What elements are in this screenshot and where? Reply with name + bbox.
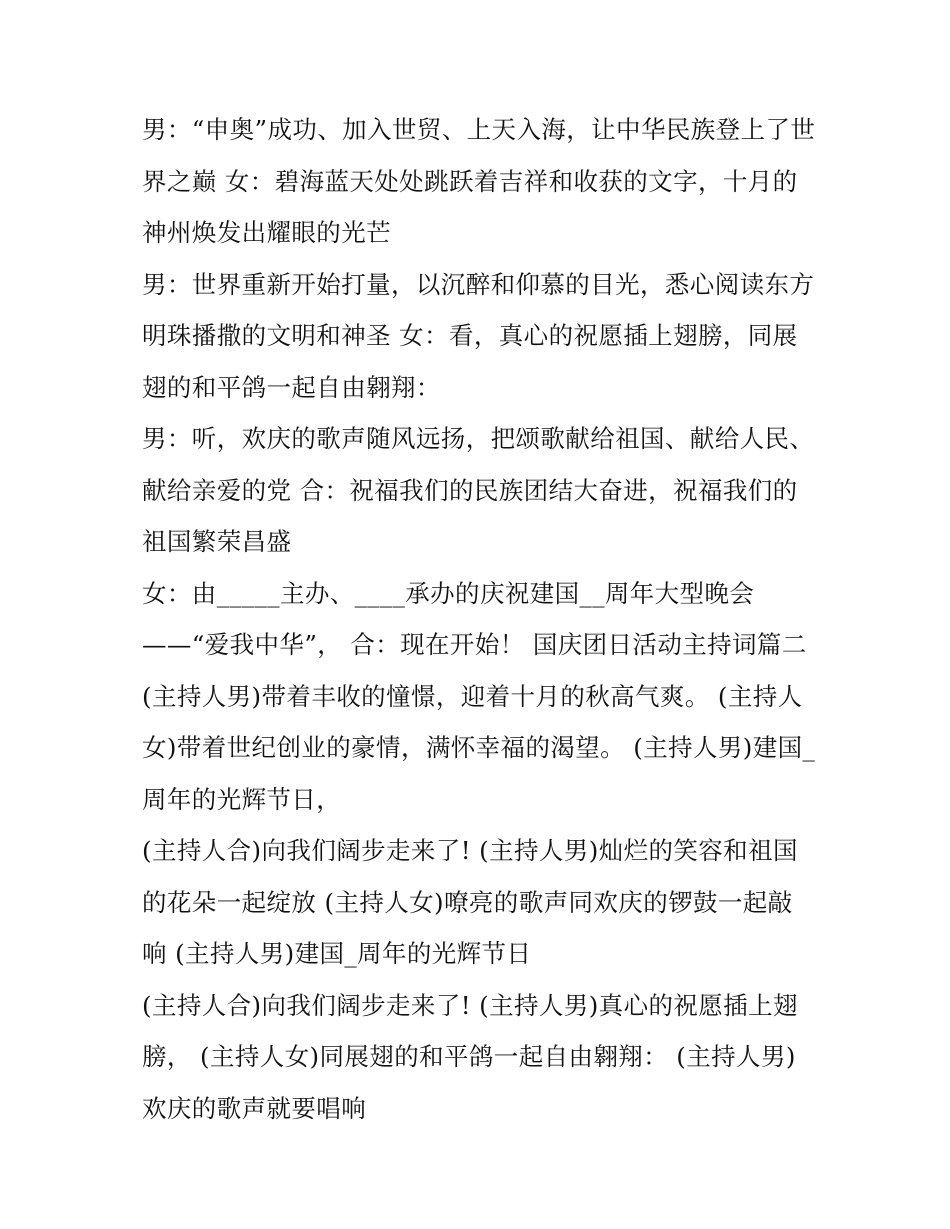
text-line: (主持人合)向我们阔步走来了! (主持人男)真心的祝愿插上翅 <box>142 990 798 1020</box>
text-line: 男：世界重新开始打量，以沉醉和仰慕的目光，悉心阅读东方 <box>142 269 815 299</box>
text-line: 男：听，欢庆的歌声随风远扬，把颂歌献给祖国、献给人民、 <box>142 424 815 453</box>
text-line: 翅的和平鸽一起自由翱翔： <box>142 372 441 402</box>
text-line: 响 (主持人男)建国_周年的光辉节日 <box>142 939 532 968</box>
text-line: 女)带着世纪创业的豪情，满怀幸福的渴望。 (主持人男)建国_ <box>142 733 816 762</box>
text-line: 的花朵一起绽放 (主持人女)嘹亮的歌声同欢庆的锣鼓一起敲 <box>142 887 793 917</box>
text-line: 明珠播撒的文明和神圣 女：看，真心的祝愿插上翅膀，同展 <box>142 321 798 350</box>
text-line: 献给亲爱的党 合：祝福我们的民族团结大奋进，祝福我们的 <box>142 475 798 505</box>
text-line: 女：由_____主办、____承办的庆祝建国__周年大型晚会 <box>142 578 755 608</box>
document-body <box>142 104 842 1134</box>
text-line: 神州焕发出耀眼的光芒 <box>142 218 391 247</box>
text-line: 男：“申奥”成功、加入世贸、上天入海，让中华民族登上了世 <box>142 115 816 144</box>
text-line: 界之巅 女：碧海蓝天处处跳跃着吉祥和收获的文字，十月的 <box>142 166 798 196</box>
text-line: (主持人合)向我们阔步走来了! (主持人男)灿烂的笑容和祖国 <box>142 836 798 865</box>
text-line: ——“爱我中华”， 合：现在开始！ 国庆团日活动主持词篇二 <box>142 630 807 659</box>
text-line: 欢庆的歌声就要唱响 <box>142 1093 367 1123</box>
text-line: 周年的光辉节日， <box>142 784 342 814</box>
text-line: (主持人男)带着丰收的憧憬，迎着十月的秋高气爽。 (主持人 <box>142 681 803 711</box>
text-line: 膀， (主持人女)同展翅的和平鸽一起自由翱翔： (主持人男) <box>142 1042 796 1071</box>
text-line: 祖国繁荣昌盛 <box>142 527 292 556</box>
